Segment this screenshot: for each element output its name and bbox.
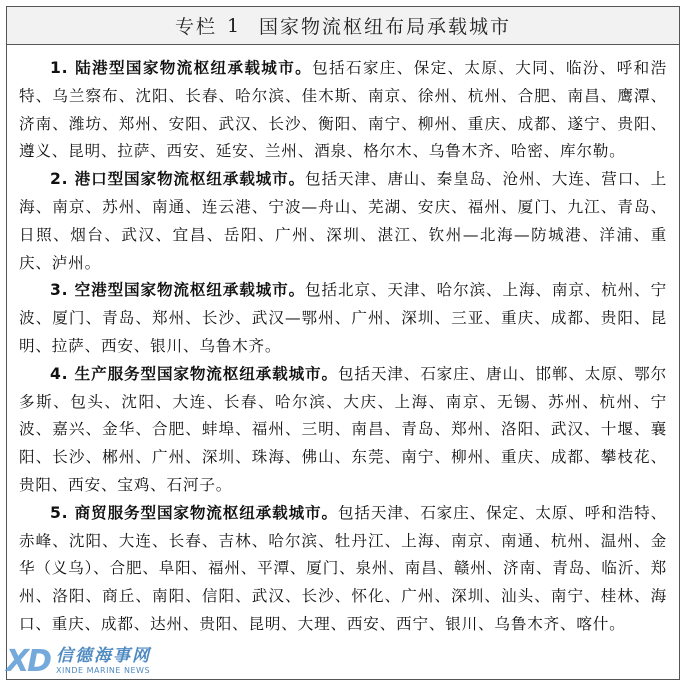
box-title: 国家物流枢纽布局承载城市 (259, 16, 512, 38)
section-body: 包括天津、唐山、秦皇岛、沧州、大连、营口、上海、南京、苏州、南通、连云港、宁波—舟山、芜湖、安庆、福州、厦门、九江、青岛、日照、烟台、武汉、宜昌、岳阳、广州、深圳、湛江、钦州—北海—防城港、洋浦、重庆、泸州。 (19, 170, 667, 272)
section-trade-service (19, 500, 667, 639)
box-label: 专栏 (174, 16, 217, 38)
box-title-bar (7, 7, 679, 45)
section-seaport (19, 166, 667, 277)
section-heading: 1. 陆港型国家物流枢纽承载城市。 (50, 59, 313, 77)
box-content (7, 45, 679, 639)
watermark-name-cn: 信德海事网 (56, 646, 152, 666)
section-heading: 3. 空港型国家物流枢纽承载城市。 (50, 281, 306, 300)
section-heading: 2. 港口型国家物流枢纽承载城市。 (50, 170, 306, 189)
section-production-service (19, 361, 667, 500)
section-body: 包括天津、石家庄、唐山、邯郸、太原、鄂尔多斯、包头、沈阳、大连、长春、哈尔滨、大庆、上海、南京、无锡、苏州、杭州、宁波、嘉兴、金华、合肥、蚌埠、福州、三明、南昌、青岛、郑州、洛阳、武汉、十堰、襄阳、长沙、郴州、广州、深圳、珠海、佛山、东莞、南宁、柳州、重庆、成都、攀枝花、贵阳、西安、宝鸡、石河子。 (19, 364, 667, 494)
section-airport (19, 277, 667, 360)
section-land-port (19, 55, 667, 166)
section-body: 包括石家庄、保定、太原、大同、临汾、呼和浩特、乌兰察布、沈阳、长春、哈尔滨、佳木斯、南京、徐州、杭州、合肥、南昌、鹰潭、济南、潍坊、郑州、安阳、武汉、长沙、衡阳、南宁、柳州、重庆、成都、遂宁、贵阳、遵义、昆明、拉萨、西安、延安、兰州、酒泉、格尔木、乌鲁木齐、哈密、库尔勒。 (19, 59, 667, 161)
section-body: 包括北京、天津、哈尔滨、上海、南京、杭州、宁波、厦门、青岛、郑州、长沙、武汉—鄂州、广州、深圳、三亚、重庆、成都、贵阳、昆明、拉萨、西安、银川、乌鲁木齐。 (19, 281, 667, 355)
section-heading: 5. 商贸服务型国家物流枢纽承载城市。 (50, 503, 338, 522)
watermark-logo: XD (6, 644, 51, 679)
watermark-name-en: XINDE MARINE NEWS (56, 666, 151, 675)
sidebar-box (6, 6, 680, 680)
box-number: 1 (226, 14, 242, 37)
section-heading: 4. 生产服务型国家物流枢纽承载城市。 (50, 364, 338, 383)
section-body: 包括天津、石家庄、保定、太原、呼和浩特、赤峰、沈阳、大连、长春、吉林、哈尔滨、牡丹江、上海、南京、南通、杭州、温州、金华（义乌）、合肥、阜阳、福州、平潭、厦门、泉州、南昌、赣州、济南、青岛、临沂、郑州、洛阳、商丘、南阳、信阳、武汉、长沙、怀化、广州、深圳、汕头、南宁、桂林、海口、重庆、成都、达州、贵阳、昆明、大理、西安、西宁、银川、乌鲁木齐、喀什。 (19, 503, 667, 633)
